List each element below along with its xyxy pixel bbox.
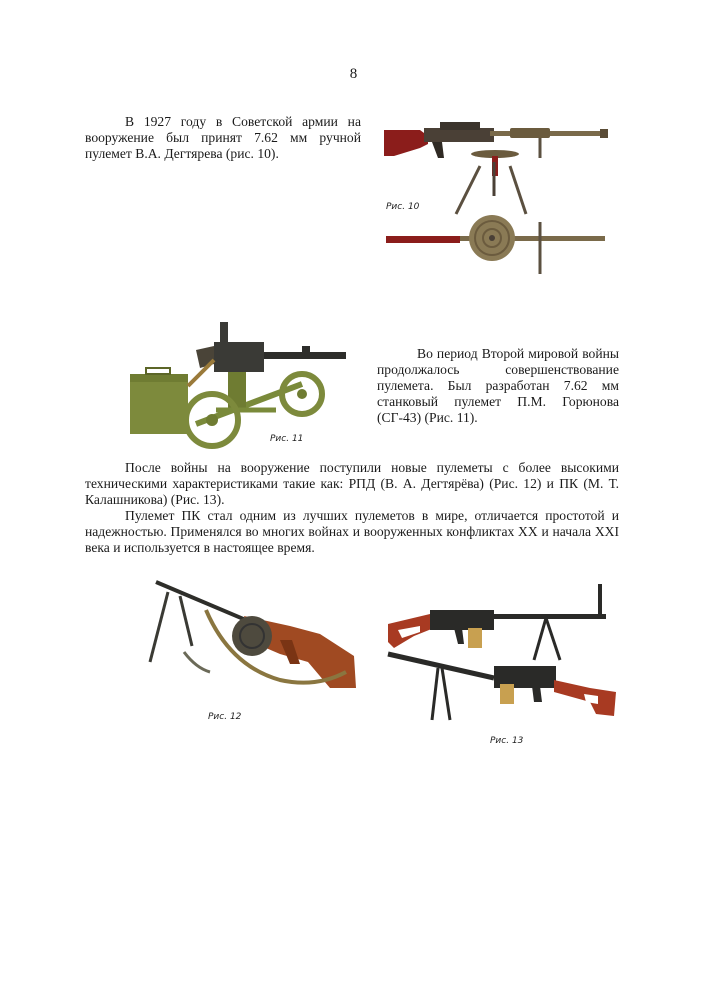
caption-fig-12: Рис. 12: [208, 712, 242, 722]
paragraph-sg43: Во период Второй мировой войны продолжалось совершенствование пулемета. Был разработан 7.62 мм станковый пулемет П.М. Горюнова (СГ-43) (Рис. 11).: [377, 346, 619, 425]
dp27-top-view: [386, 215, 605, 274]
paragraph-dp27-intro: В 1927 году в Советской армии на вооружение был принят 7.62 мм ручной пулемет В.А. Дегтярева (рис. 10).: [85, 114, 361, 161]
caption-fig-11: Рис. 11: [270, 434, 304, 444]
paragraph-postwar: После войны на вооружение поступили новые пулеметы с более высокими техническими характеристиками такие как: РПД (В. А. Дегтярёва) (Рис. 12) и ПК (М. Т. Калашникова) (Рис. 13).: [85, 460, 619, 507]
pk-lower: [388, 654, 616, 720]
paragraph-pk: Пулемет ПК стал одним из лучших пулеметов в мире, отличается простотой и надежностью. Применялся во многих войнах и вооруженных конфликтах XX и начала XXI века и используется в настоящее время.: [85, 508, 619, 555]
dp27-bipod: [456, 162, 526, 214]
figure-13-pk-image: [384, 580, 620, 728]
figure-12-rpd-image: [140, 576, 366, 696]
caption-fig-13: Рис. 13: [490, 736, 524, 746]
gun-body: [196, 322, 346, 372]
figure-10-dp27-image: [380, 118, 610, 278]
rpd-drum: [232, 616, 272, 656]
ammo-box: [130, 368, 188, 434]
page-number: 8: [349, 66, 358, 82]
caption-fig-10: Рис. 10: [386, 202, 420, 212]
pk-upper: [388, 584, 606, 660]
figure-11-sg43-image: [126, 320, 350, 452]
